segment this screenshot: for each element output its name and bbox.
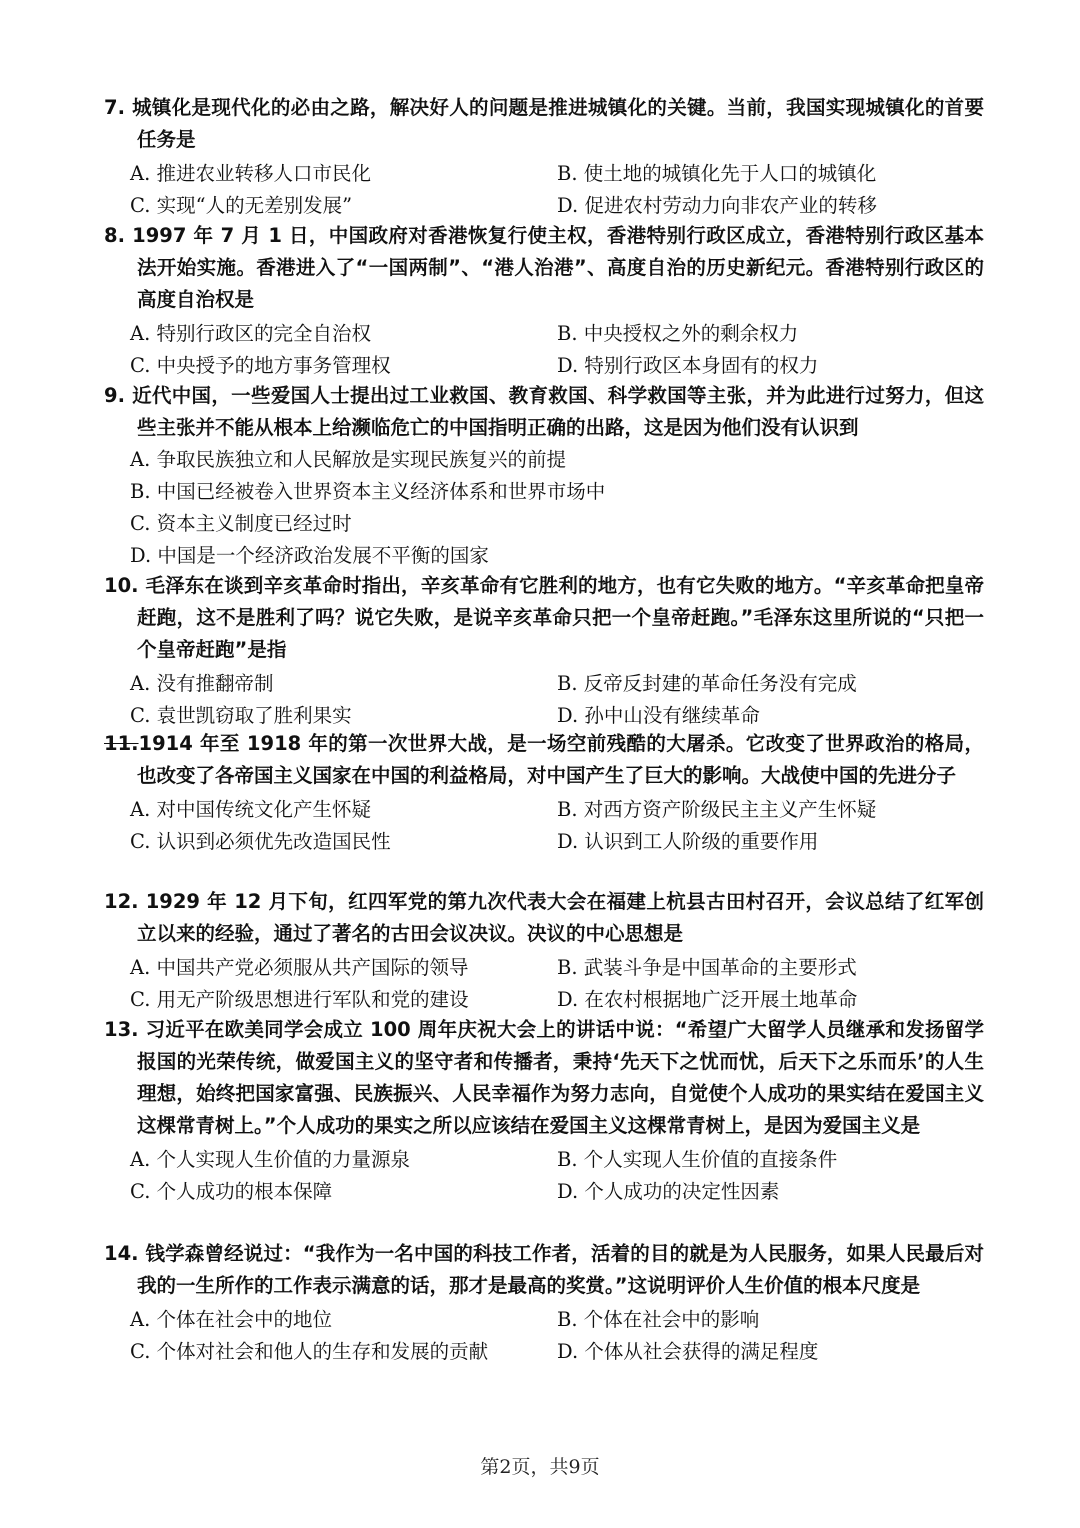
option-d: D. 中国是一个经济政治发展不平衡的国家 xyxy=(130,544,489,567)
option-b: B. 对西方资产阶级民主主义产生怀疑 xyxy=(557,798,877,821)
option-c: C. 实现“人的无差别发展” xyxy=(130,194,353,217)
option-d: D. 特别行政区本身固有的权力 xyxy=(557,354,819,377)
question-stem xyxy=(104,728,984,792)
option-a: A. 特别行政区的完全自治权 xyxy=(130,322,371,345)
option-d: D. 个人成功的决定性因素 xyxy=(557,1180,780,1203)
options xyxy=(104,1302,984,1366)
option-c: C. 资本主义制度已经过时 xyxy=(130,512,352,535)
option-d: D. 在农村根据地广泛开展土地革命 xyxy=(557,988,858,1011)
question-stem: 9. 近代中国，一些爱国人士提出过工业救国、教育救国、科学救国等主张，并为此进行过努力，但这些主张并不能从根本上给濒临危亡的中国指明正确的出路，这是因为他们没有认识到 xyxy=(104,384,984,439)
option-b: B. 使土地的城镇化先于人口的城镇化 xyxy=(557,162,877,185)
question-stem: 8. 1997 年 7 月 1 日，中国政府对香港恢复行使主权，香港特别行政区成立，香港特别行政区基本法开始实施。香港进入了“一国两制”、“港人治港”、高度自治的历史新纪元。香港特别行政区的高度自治权是 xyxy=(104,224,984,311)
option-a: A. 推进农业转移人口市民化 xyxy=(130,162,371,185)
options xyxy=(104,666,984,730)
option-c: C. 认识到必须优先改造国民性 xyxy=(130,830,391,853)
option-b: B. 个人实现人生价值的直接条件 xyxy=(557,1148,838,1171)
option-b: B. 中国已经被卷入世界资本主义经济体系和世界市场中 xyxy=(130,480,606,503)
question-7 xyxy=(104,92,984,220)
options xyxy=(104,950,984,1014)
option-c: C. 个人成功的根本保障 xyxy=(130,1180,333,1203)
option-d: D. 促进农村劳动力向非农产业的转移 xyxy=(557,194,877,217)
option-a: A. 对中国传统文化产生怀疑 xyxy=(130,798,371,821)
options xyxy=(104,792,984,856)
page-number: 第2页，共9页 xyxy=(480,1456,600,1478)
question-stem: 7. 城镇化是现代化的必由之路，解决好人的问题是推进城镇化的关键。当前，我国实现城镇化的首要任务是 xyxy=(104,96,984,151)
option-b: B. 武装斗争是中国革命的主要形式 xyxy=(557,956,857,979)
question-stem: 12. 1929 年 12 月下旬，红四军党的第九次代表大会在福建上杭县古田村召开，会议总结了红军创立以来的经验，通过了著名的古田会议决议。决议的中心思想是 xyxy=(104,890,984,945)
options xyxy=(104,444,984,572)
option-b: B. 中央授权之外的剩余权力 xyxy=(557,322,799,345)
option-a: A. 争取民族独立和人民解放是实现民族复兴的前提 xyxy=(130,448,566,471)
option-a: A. 没有推翻帝制 xyxy=(130,672,274,695)
question-8 xyxy=(104,220,984,380)
question-stem: 10. 毛泽东在谈到辛亥革命时指出，辛亥革命有它胜利的地方，也有它失败的地方。“辛亥革命把皇帝赶跑，这不是胜利了吗？说它失败，是说辛亥革命只把一个皇帝赶跑。”毛泽东这里所说的“只把一个皇帝赶跑”是指 xyxy=(104,574,984,661)
question-number: 11. xyxy=(104,732,139,755)
options xyxy=(104,316,984,380)
options xyxy=(104,156,984,220)
option-b: B. 反帝反封建的革命任务没有完成 xyxy=(557,672,857,695)
question-13 xyxy=(104,1014,984,1206)
option-c: C. 用无产阶级思想进行军队和党的建设 xyxy=(130,988,469,1011)
options xyxy=(104,1142,984,1206)
option-d: D. 孙中山没有继续革命 xyxy=(557,704,760,727)
option-d: D. 认识到工人阶级的重要作用 xyxy=(557,830,819,853)
option-c: C. 中央授予的地方事务管理权 xyxy=(130,354,391,377)
question-9 xyxy=(104,380,984,572)
option-d: D. 个体从社会获得的满足程度 xyxy=(557,1340,819,1363)
question-text: 1914 年至 1918 年的第一次世界大战，是一场空前残酷的大屠杀。它改变了世界政治的格局，也改变了各帝国主义国家在中国的利益格局，对中国产生了巨大的影响。大战使中国的先进分子 xyxy=(137,732,984,787)
question-stem: 14. 钱学森曾经说过：“我作为一名中国的科技工作者，活着的目的就是为人民服务，如果人民最后对我的一生所作的工作表示满意的话，那才是最高的奖赏。”这说明评价人生价值的根本尺度是 xyxy=(104,1242,984,1297)
option-c: C. 个体对社会和他人的生存和发展的贡献 xyxy=(130,1340,489,1363)
option-a: A. 个体在社会中的地位 xyxy=(130,1308,332,1331)
option-c: C. 袁世凯窃取了胜利果实 xyxy=(130,704,352,727)
question-stem: 13. 习近平在欧美同学会成立 100 周年庆祝大会上的讲话中说：“希望广大留学人员继承和发扬留学报国的光荣传统，做爱国主义的坚守者和传播者，秉持‘先天下之忧而忧，后天下之乐而乐’的人生理想，始终把国家富强、民族振兴、人民幸福作为努力志向，自觉使个人成功的果实结在爱国主义这棵常青树上。”个人成功的果实之所以应该结在爱国主义这棵常青树上，是因为爱国主义是 xyxy=(104,1018,984,1137)
option-a: A. 中国共产党必须服从共产国际的领导 xyxy=(130,956,469,979)
question-14 xyxy=(104,1238,984,1366)
option-b: B. 个体在社会中的影响 xyxy=(557,1308,760,1331)
question-10 xyxy=(104,570,984,730)
question-12 xyxy=(104,886,984,1014)
option-a: A. 个人实现人生价值的力量源泉 xyxy=(130,1148,410,1171)
question-11 xyxy=(104,728,984,856)
